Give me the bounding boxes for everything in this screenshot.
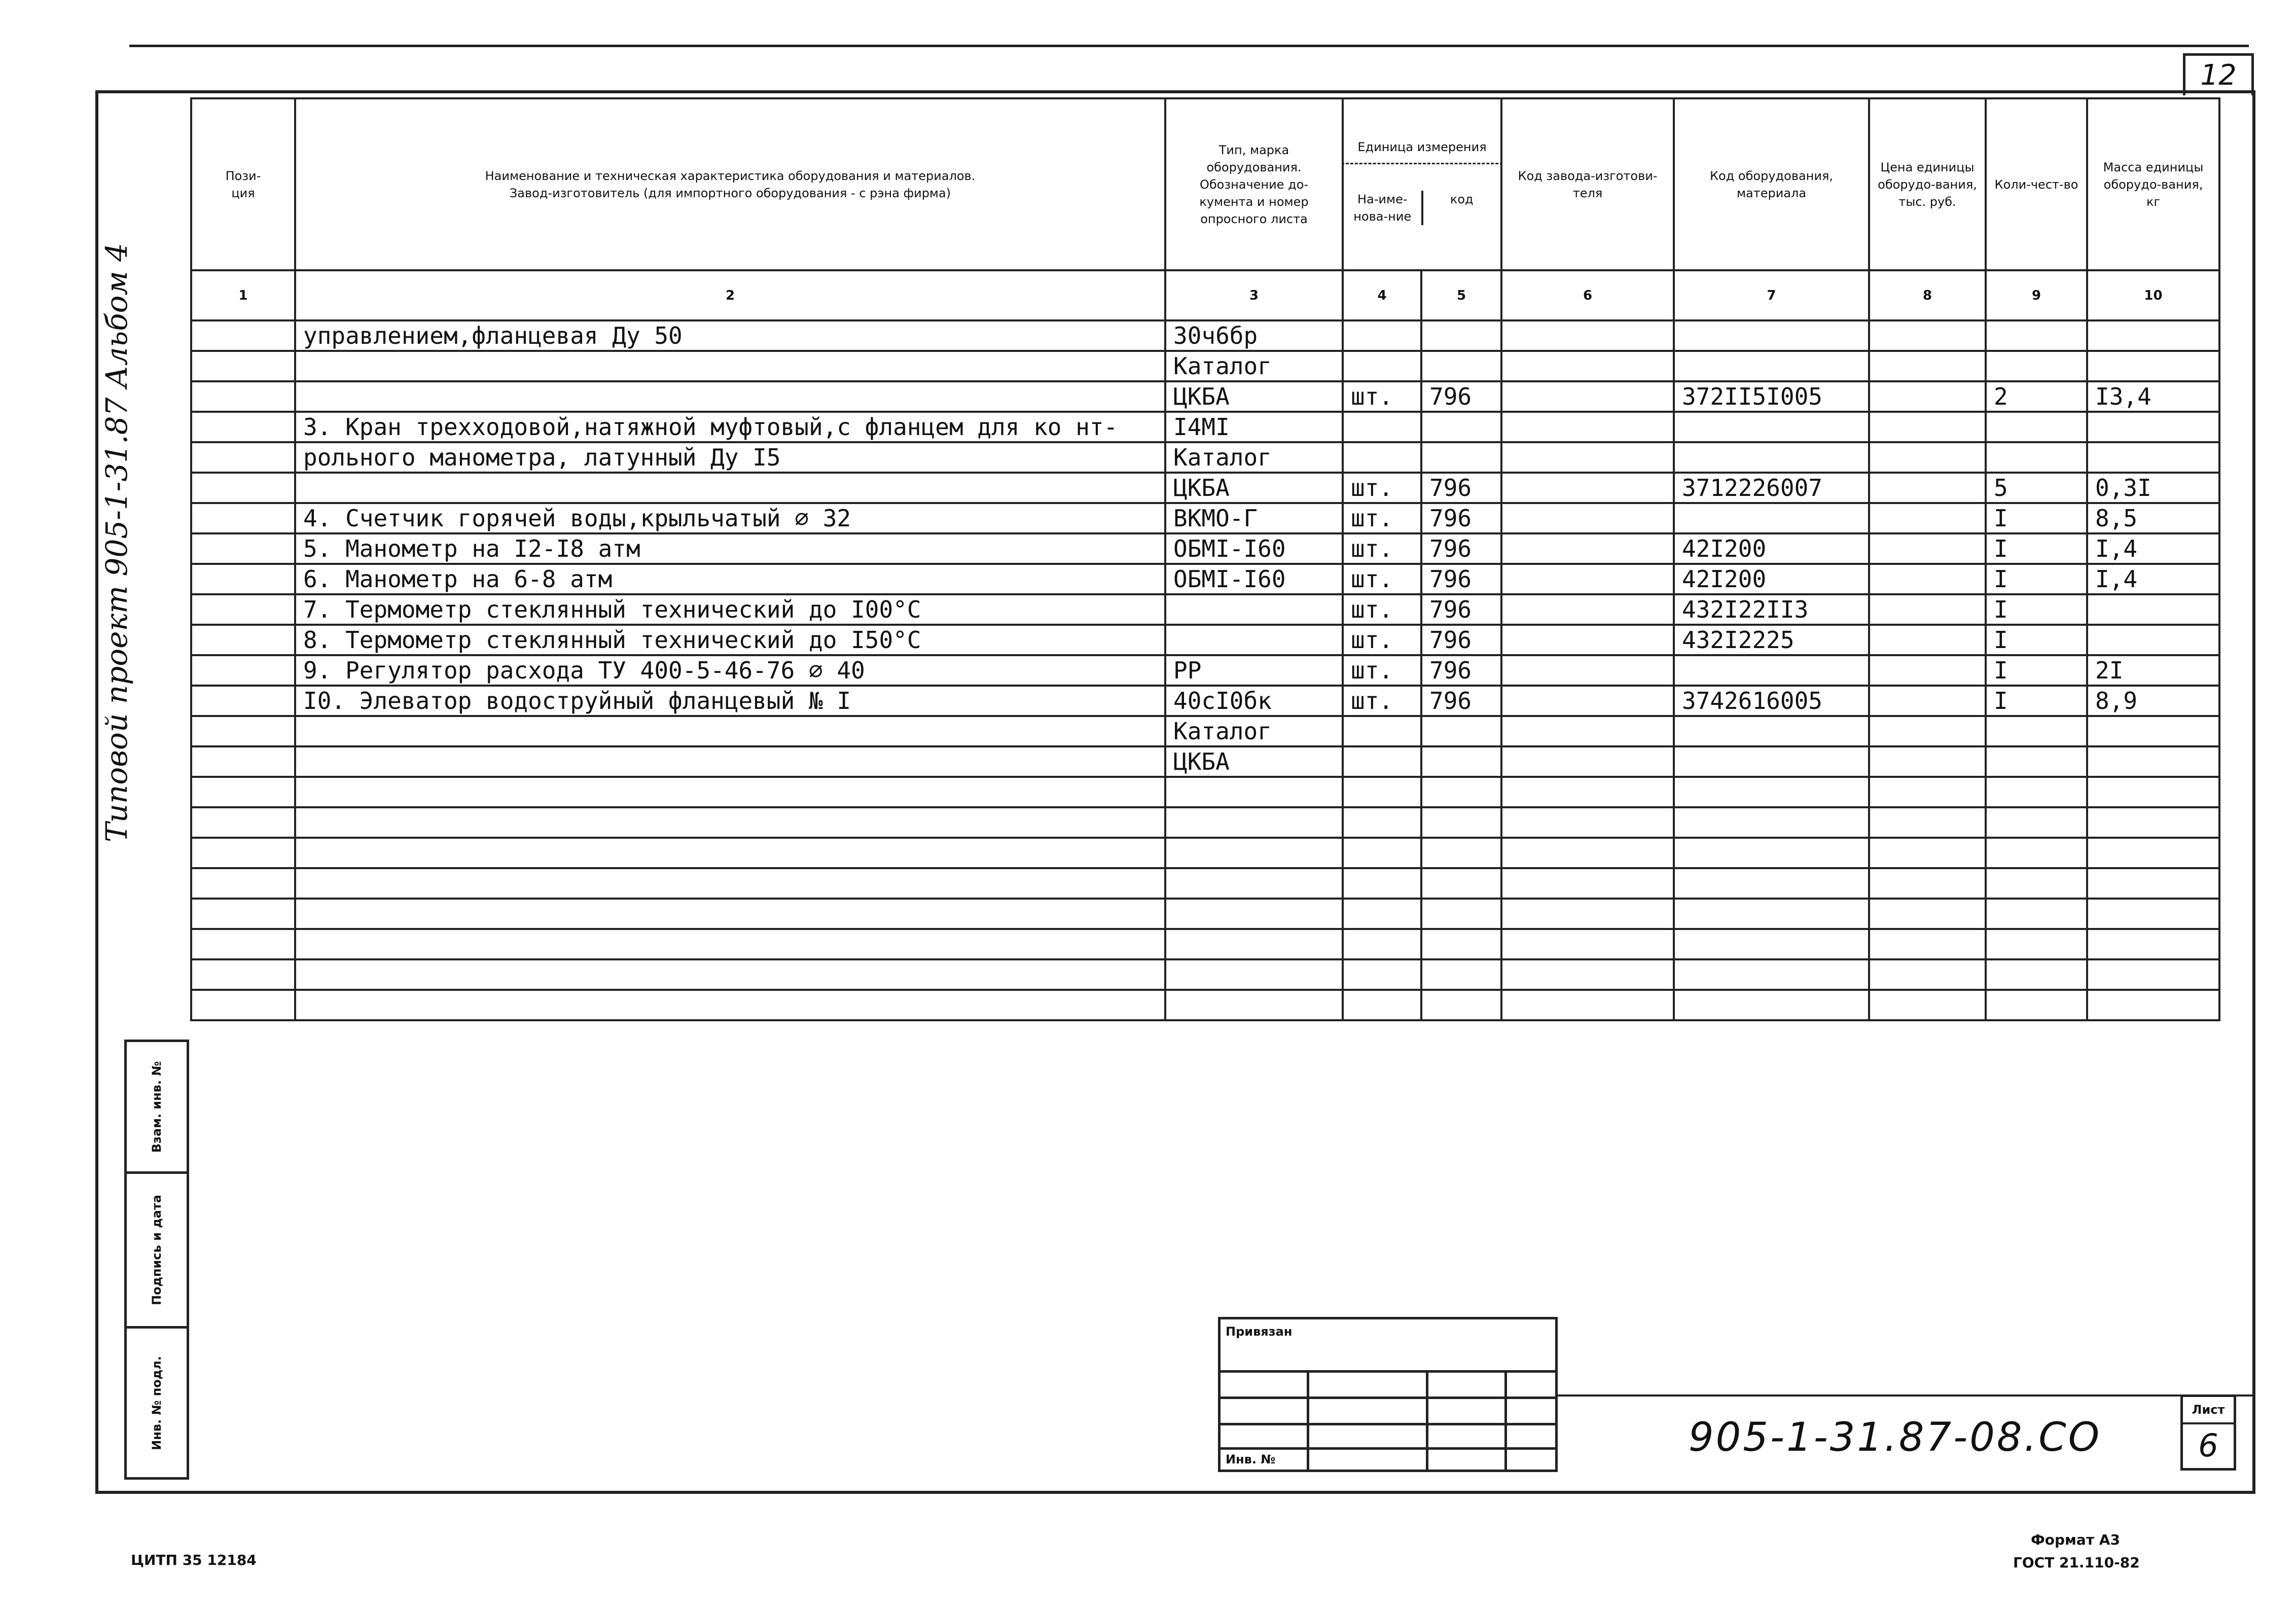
cell-type: ВКМО-Г — [1165, 503, 1343, 533]
cell-mass — [2087, 351, 2219, 381]
cell-eqcode: 42I200 — [1674, 564, 1869, 594]
cell-eqcode — [1674, 655, 1869, 686]
cell-unit — [1343, 716, 1421, 746]
cell-mass: 2I — [2087, 655, 2219, 686]
cell-code: 796 — [1421, 473, 1501, 503]
column-number: 2 — [295, 270, 1165, 320]
cell-name — [295, 473, 1165, 503]
cell-qty — [1986, 777, 2087, 807]
cell-code: 796 — [1421, 533, 1501, 564]
sheet-box — [2180, 1394, 2236, 1471]
cell-pos — [191, 655, 295, 686]
sheet-number: 6 — [2198, 1427, 2218, 1464]
cell-code — [1421, 716, 1501, 746]
cell-eqcode — [1674, 838, 1869, 868]
cell-name — [295, 838, 1165, 868]
cell-code — [1421, 351, 1501, 381]
cell-type: РР — [1165, 655, 1343, 686]
cell-code — [1421, 838, 1501, 868]
cell-mass: 8,9 — [2087, 686, 2219, 716]
cell-name — [295, 929, 1165, 959]
column-number: 4 — [1343, 270, 1421, 320]
cell-mass — [2087, 959, 2219, 990]
header-position: Пози- ция — [191, 98, 295, 270]
cell-price — [1869, 594, 1986, 625]
table-row — [191, 686, 2219, 716]
empty-row — [191, 899, 2219, 929]
header-equipment-code: Код оборудования, материала — [1674, 98, 1869, 270]
cell-price — [1869, 959, 1986, 990]
cell-type: ОБМI-I60 — [1165, 533, 1343, 564]
left-box-label: Взам. инв. № — [150, 1061, 164, 1153]
stamp-top-label: Привязан — [1226, 1324, 1293, 1339]
cell-eqcode — [1674, 351, 1869, 381]
cell-plant — [1501, 655, 1674, 686]
header-row — [191, 98, 2219, 270]
cell-mass — [2087, 990, 2219, 1020]
cell-name — [295, 777, 1165, 807]
cell-unit — [1343, 959, 1421, 990]
cell-name: 5. Манометр на I2-I8 атм — [295, 533, 1165, 564]
table-row — [191, 655, 2219, 686]
cell-eqcode: 3712226007 — [1674, 473, 1869, 503]
table-row — [191, 503, 2219, 533]
cell-type — [1165, 594, 1343, 625]
cell-plant — [1501, 929, 1674, 959]
cell-name: управлением,фланцевая Ду 50 — [295, 320, 1165, 351]
cell-eqcode: 432I2225 — [1674, 625, 1869, 655]
cell-mass: I,4 — [2087, 564, 2219, 594]
cell-price — [1869, 625, 1986, 655]
cell-type: I4МI — [1165, 412, 1343, 442]
cell-eqcode — [1674, 929, 1869, 959]
cell-price — [1869, 655, 1986, 686]
column-number: 10 — [2087, 270, 2219, 320]
cell-pos — [191, 533, 295, 564]
cell-qty — [1986, 838, 2087, 868]
cell-type — [1165, 777, 1343, 807]
cell-price — [1869, 929, 1986, 959]
cell-name — [295, 959, 1165, 990]
cell-plant — [1501, 990, 1674, 1020]
cell-type: ОБМI-I60 — [1165, 564, 1343, 594]
cell-eqcode — [1674, 959, 1869, 990]
cell-name: 7. Термометр стеклянный технический до I00°C — [295, 594, 1165, 625]
cell-code — [1421, 746, 1501, 777]
cell-unit — [1343, 807, 1421, 838]
cell-mass — [2087, 807, 2219, 838]
cell-price — [1869, 473, 1986, 503]
cell-code: 796 — [1421, 381, 1501, 412]
cell-mass — [2087, 625, 2219, 655]
cell-pos — [191, 899, 295, 929]
cell-price — [1869, 686, 1986, 716]
cell-pos — [191, 838, 295, 868]
cell-qty: I — [1986, 686, 2087, 716]
cell-name — [295, 351, 1165, 381]
cell-qty — [1986, 412, 2087, 442]
cell-qty — [1986, 351, 2087, 381]
column-number: 7 — [1674, 270, 1869, 320]
header-price: Цена единицы оборудо-вания, тыс. руб. — [1869, 98, 1986, 270]
cell-unit — [1343, 777, 1421, 807]
cell-eqcode — [1674, 746, 1869, 777]
header-mass: Масса единицы оборудо-вания, кг — [2087, 98, 2219, 270]
cell-price — [1869, 807, 1986, 838]
empty-row — [191, 868, 2219, 899]
cell-type — [1165, 899, 1343, 929]
cell-eqcode — [1674, 868, 1869, 899]
cell-pos — [191, 381, 295, 412]
cell-unit — [1343, 929, 1421, 959]
cell-qty: I — [1986, 594, 2087, 625]
cell-code — [1421, 990, 1501, 1020]
cell-plant — [1501, 503, 1674, 533]
cell-mass — [2087, 746, 2219, 777]
header-type: Тип, марка оборудования. Обозначение до-кумента и номер опросного листа — [1165, 98, 1343, 270]
cell-price — [1869, 899, 1986, 929]
cell-plant — [1501, 777, 1674, 807]
cell-plant — [1501, 807, 1674, 838]
cell-pos — [191, 320, 295, 351]
side-note: Типовой проект 905-1-31.87 Альбом 4 — [99, 242, 134, 843]
cell-price — [1869, 838, 1986, 868]
cell-code: 796 — [1421, 594, 1501, 625]
header-quantity: Коли-чест-во — [1986, 98, 2087, 270]
binding-stamp — [1218, 1317, 1558, 1472]
cell-pos — [191, 473, 295, 503]
column-number: 9 — [1986, 270, 2087, 320]
column-number: 6 — [1501, 270, 1674, 320]
cell-qty — [1986, 990, 2087, 1020]
cell-type: ЦКБА — [1165, 746, 1343, 777]
cell-unit — [1343, 868, 1421, 899]
cell-pos — [191, 777, 295, 807]
left-box-cell — [127, 1042, 187, 1174]
cell-pos — [191, 503, 295, 533]
cell-mass — [2087, 594, 2219, 625]
left-box-cell — [127, 1174, 187, 1329]
header-unit-name: На-име-нова-ние — [1344, 191, 1423, 225]
cell-qty: I — [1986, 625, 2087, 655]
empty-row — [191, 777, 2219, 807]
cell-pos — [191, 412, 295, 442]
cell-price — [1869, 442, 1986, 473]
cell-mass — [2087, 716, 2219, 746]
cell-price — [1869, 320, 1986, 351]
cell-qty — [1986, 442, 2087, 473]
cell-code: 796 — [1421, 686, 1501, 716]
cell-eqcode — [1674, 716, 1869, 746]
specification-table — [190, 97, 2220, 1021]
sheet-label: Лист — [2183, 1397, 2234, 1424]
cell-name — [295, 899, 1165, 929]
cell-unit: шт. — [1343, 503, 1421, 533]
cell-plant — [1501, 320, 1674, 351]
cell-mass: 8,5 — [2087, 503, 2219, 533]
cell-code — [1421, 868, 1501, 899]
cell-unit — [1343, 899, 1421, 929]
cell-price — [1869, 564, 1986, 594]
cell-qty — [1986, 716, 2087, 746]
empty-row — [191, 838, 2219, 868]
cell-price — [1869, 503, 1986, 533]
cell-pos — [191, 959, 295, 990]
table-row — [191, 625, 2219, 655]
table-row — [191, 320, 2219, 351]
cell-name: 6. Манометр на 6-8 атм — [295, 564, 1165, 594]
cell-name: 3. Кран трехходовой,натяжной муфтовый,с фланцем для ко нт- — [295, 412, 1165, 442]
table-row — [191, 473, 2219, 503]
cell-eqcode — [1674, 442, 1869, 473]
top-rule — [129, 45, 2249, 47]
cell-code — [1421, 442, 1501, 473]
sheet-corner-number: 12 — [2183, 53, 2254, 95]
cell-type: ЦКБА — [1165, 381, 1343, 412]
header-unit-group-title: Единица измерения — [1343, 138, 1501, 164]
cell-qty: 2 — [1986, 381, 2087, 412]
cell-qty — [1986, 746, 2087, 777]
cell-type — [1165, 625, 1343, 655]
cell-mass — [2087, 899, 2219, 929]
gost-label: ГОСТ 21.110-82 — [2013, 1554, 2140, 1571]
cell-type — [1165, 838, 1343, 868]
cell-type — [1165, 929, 1343, 959]
empty-row — [191, 807, 2219, 838]
cell-name: 9. Регулятор расхода ТУ 400-5-46-76 ∅ 40 — [295, 655, 1165, 686]
cell-qty: I — [1986, 503, 2087, 533]
cell-type — [1165, 868, 1343, 899]
cell-plant — [1501, 594, 1674, 625]
left-box-cell — [127, 1329, 187, 1477]
cell-price — [1869, 746, 1986, 777]
cell-price — [1869, 868, 1986, 899]
cell-eqcode — [1674, 503, 1869, 533]
cell-unit — [1343, 320, 1421, 351]
cell-unit — [1343, 838, 1421, 868]
column-number-row — [191, 270, 2219, 320]
cell-plant — [1501, 442, 1674, 473]
cell-type — [1165, 990, 1343, 1020]
cell-plant — [1501, 625, 1674, 655]
cell-price — [1869, 533, 1986, 564]
column-number: 1 — [191, 270, 295, 320]
cell-price — [1869, 777, 1986, 807]
cell-qty — [1986, 807, 2087, 838]
header-name: Наименование и техническая характеристика оборудования и материалов. Завод-изготовитель (для импортного оборудования - с рэна фирма) — [295, 98, 1165, 270]
cell-eqcode: 3742616005 — [1674, 686, 1869, 716]
header-unit-group — [1343, 98, 1501, 270]
cell-unit: шт. — [1343, 533, 1421, 564]
column-number: 8 — [1869, 270, 1986, 320]
empty-row — [191, 929, 2219, 959]
table-row — [191, 381, 2219, 412]
cell-type: 30ч6бр — [1165, 320, 1343, 351]
stamp-bottom-label: Инв. № — [1226, 1452, 1276, 1466]
cell-mass — [2087, 838, 2219, 868]
cell-price — [1869, 412, 1986, 442]
cell-mass — [2087, 929, 2219, 959]
table-row — [191, 716, 2219, 746]
cell-unit: шт. — [1343, 594, 1421, 625]
left-approval-box — [124, 1040, 189, 1480]
table-row — [191, 746, 2219, 777]
cell-unit: шт. — [1343, 625, 1421, 655]
cell-plant — [1501, 838, 1674, 868]
cell-type: Каталог — [1165, 351, 1343, 381]
cell-qty: I — [1986, 655, 2087, 686]
cell-qty: 5 — [1986, 473, 2087, 503]
cell-plant — [1501, 868, 1674, 899]
footer-left: ЦИТП 35 12184 — [131, 1552, 257, 1568]
cell-plant — [1501, 716, 1674, 746]
cell-type — [1165, 959, 1343, 990]
cell-code: 796 — [1421, 503, 1501, 533]
cell-unit: шт. — [1343, 655, 1421, 686]
cell-pos — [191, 716, 295, 746]
cell-qty — [1986, 929, 2087, 959]
cell-name — [295, 990, 1165, 1020]
format-label: Формат А3 — [2031, 1531, 2120, 1548]
column-number: 3 — [1165, 270, 1343, 320]
cell-eqcode — [1674, 990, 1869, 1020]
cell-qty — [1986, 320, 2087, 351]
table-row — [191, 351, 2219, 381]
cell-eqcode — [1674, 777, 1869, 807]
cell-pos — [191, 442, 295, 473]
cell-mass — [2087, 320, 2219, 351]
table-row — [191, 442, 2219, 473]
cell-type: 40сI0бк — [1165, 686, 1343, 716]
cell-unit: шт. — [1343, 686, 1421, 716]
cell-name — [295, 381, 1165, 412]
cell-code: 796 — [1421, 564, 1501, 594]
cell-code — [1421, 320, 1501, 351]
cell-pos — [191, 868, 295, 899]
cell-name — [295, 868, 1165, 899]
left-box-label: Инв. № подл. — [150, 1355, 164, 1450]
cell-eqcode: 372II5I005 — [1674, 381, 1869, 412]
cell-plant — [1501, 686, 1674, 716]
cell-plant — [1501, 381, 1674, 412]
cell-eqcode — [1674, 807, 1869, 838]
empty-row — [191, 990, 2219, 1020]
cell-code — [1421, 412, 1501, 442]
table-row — [191, 412, 2219, 442]
document-number: 905-1-31.87-08.СО — [1689, 1415, 2102, 1460]
cell-eqcode: 42I200 — [1674, 533, 1869, 564]
cell-mass: I3,4 — [2087, 381, 2219, 412]
cell-mass — [2087, 412, 2219, 442]
cell-pos — [191, 625, 295, 655]
title-block-rule — [1558, 1394, 2252, 1397]
cell-plant — [1501, 959, 1674, 990]
cell-price — [1869, 351, 1986, 381]
cell-pos — [191, 594, 295, 625]
header-unit-code: код — [1450, 192, 1474, 206]
cell-unit — [1343, 412, 1421, 442]
cell-name: 8. Термометр стеклянный технический до I50°C — [295, 625, 1165, 655]
cell-name — [295, 746, 1165, 777]
cell-plant — [1501, 473, 1674, 503]
cell-qty — [1986, 959, 2087, 990]
cell-code — [1421, 899, 1501, 929]
cell-type: Каталог — [1165, 442, 1343, 473]
cell-type: ЦКБА — [1165, 473, 1343, 503]
cell-pos — [191, 351, 295, 381]
cell-qty: I — [1986, 564, 2087, 594]
cell-unit — [1343, 746, 1421, 777]
cell-pos — [191, 564, 295, 594]
cell-code: 796 — [1421, 625, 1501, 655]
cell-eqcode — [1674, 899, 1869, 929]
cell-eqcode — [1674, 320, 1869, 351]
cell-eqcode — [1674, 412, 1869, 442]
cell-name: рольного манометра, латунный Ду I5 — [295, 442, 1165, 473]
cell-unit: шт. — [1343, 564, 1421, 594]
cell-pos — [191, 990, 295, 1020]
cell-code: 796 — [1421, 655, 1501, 686]
cell-name — [295, 716, 1165, 746]
cell-mass — [2087, 442, 2219, 473]
cell-code — [1421, 777, 1501, 807]
cell-qty — [1986, 899, 2087, 929]
cell-unit — [1343, 351, 1421, 381]
cell-code — [1421, 929, 1501, 959]
cell-code — [1421, 807, 1501, 838]
cell-unit: шт. — [1343, 473, 1421, 503]
cell-mass: 0,3I — [2087, 473, 2219, 503]
left-box-label: Подпись и дата — [150, 1195, 164, 1305]
table-row — [191, 564, 2219, 594]
cell-mass: I,4 — [2087, 533, 2219, 564]
cell-plant — [1501, 351, 1674, 381]
column-number: 5 — [1421, 270, 1501, 320]
cell-type — [1165, 807, 1343, 838]
cell-pos — [191, 686, 295, 716]
cell-pos — [191, 807, 295, 838]
cell-plant — [1501, 564, 1674, 594]
cell-pos — [191, 929, 295, 959]
cell-plant — [1501, 899, 1674, 929]
cell-name: I0. Элеватор водоструйный фланцевый № I — [295, 686, 1165, 716]
cell-qty: I — [1986, 533, 2087, 564]
cell-price — [1869, 381, 1986, 412]
empty-row — [191, 959, 2219, 990]
header-plant-code: Код завода-изготови-теля — [1501, 98, 1674, 270]
cell-pos — [191, 746, 295, 777]
table-row — [191, 594, 2219, 625]
cell-mass — [2087, 868, 2219, 899]
cell-price — [1869, 716, 1986, 746]
cell-qty — [1986, 868, 2087, 899]
cell-eqcode: 432I22II3 — [1674, 594, 1869, 625]
cell-code — [1421, 959, 1501, 990]
cell-plant — [1501, 533, 1674, 564]
cell-plant — [1501, 746, 1674, 777]
cell-unit: шт. — [1343, 381, 1421, 412]
cell-name: 4. Счетчик горячей воды,крыльчатый ∅ 32 — [295, 503, 1165, 533]
table-row — [191, 533, 2219, 564]
cell-name — [295, 807, 1165, 838]
cell-unit — [1343, 990, 1421, 1020]
cell-mass — [2087, 777, 2219, 807]
cell-plant — [1501, 412, 1674, 442]
cell-price — [1869, 990, 1986, 1020]
cell-type: Каталог — [1165, 716, 1343, 746]
cell-unit — [1343, 442, 1421, 473]
